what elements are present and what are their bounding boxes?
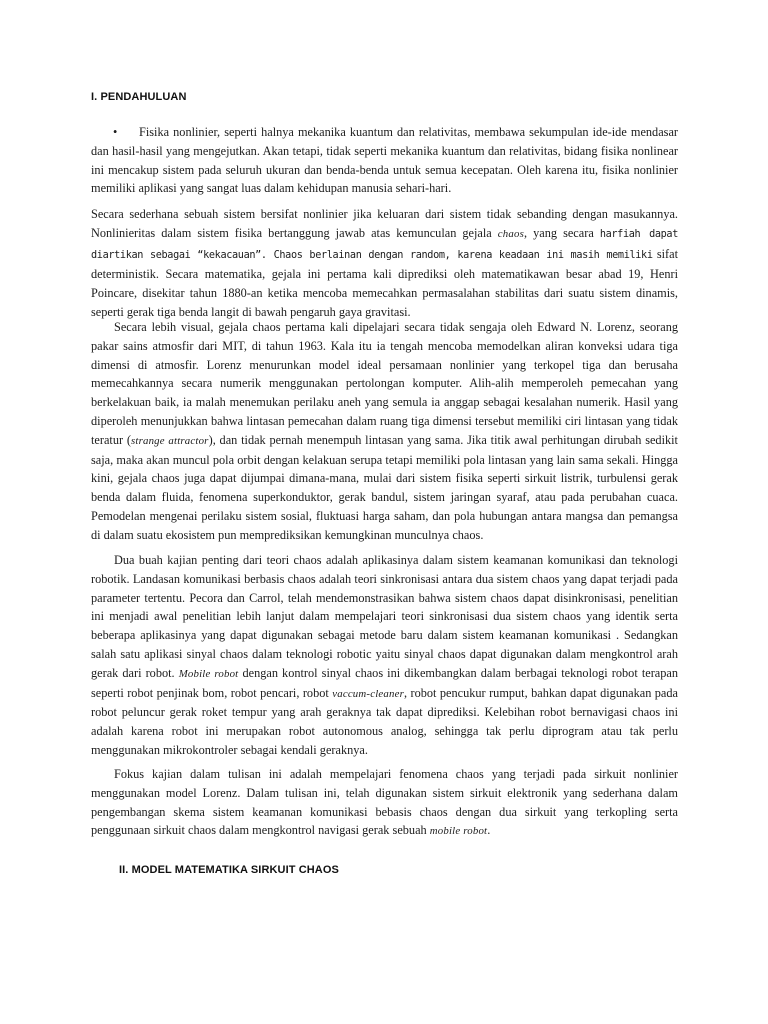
paragraph-4-text-a: Dua buah kajian penting dari teori chaos adalah aplikasinya dalam sistem keamanan komunikasi dan teknologi robotik. Landasan komunikasi berbasis chaos adalah teori sinkronisasi antara dua sistem chaos yang dapat terjadi pada parameter tertentu. Pecora dan Carrol, telah mendemonstrasikan bahwa sistem chaos dapat disinkronisasi, penelitian ini menjadi awal penelitian lebih lanjut dalam mempelajari teori sinkronisasi dua sistem chaos yang identik serta beberapa aplikasinya yang dapat digunakan sebagai metode baru dalam sistem keamanan komunikasi . Sedangkan salah satu aplikasi sinyal chaos dalam teknologi robotic yaitu sinyal chaos dapat digunakan dalam mengkontrol arah gerak dari robot. [91, 553, 678, 680]
term-mobile-robot-2: mobile robot [429, 825, 488, 838]
paragraph-4 [91, 551, 678, 760]
section-heading-model: II. MODEL MATEMATIKA SIRKUIT CHAOS [119, 864, 339, 876]
paragraph-2-monospace-line: harfiah dapat diartikan sebagai “kekacauan”. Chaos berlainan dengan random, karena keadaan ini masih memiliki [91, 228, 678, 261]
term-vaccum-cleaner: vaccum-cleaner [332, 687, 404, 700]
term-chaos: chaos [497, 227, 524, 240]
paragraph-3-text-a: Secara lebih visual, gejala chaos pertama kali dipelajari secara tidak sengaja oleh Edward N. Lorenz, seorang pakar sains atmosfir dari MIT, di tahun 1963. Kala itu ia tengah mencoba memodelkan aliran konveksi udara tiga dimensi di atmosfir. Lorenz menurunkan model ideal persamaan nonlinier yang terkopel tiga dan berusaha memecahkannya secara numerik menggunakan pertolongan komputer. Alih-alih memperoleh pemecahan yang berkelakuan baik, ia malah menemukan perilaku aneh yang semula ia anggap sebagai kesalahan numerik. Hasil yang diperoleh menunjukkan bahwa lintasan pemecahan dalam ruang tiga dimensi tersebut memiliki ciri lintasan yang tidak teratur ( [91, 320, 678, 447]
paragraph-5 [91, 765, 678, 841]
section-heading-introduction: I. PENDAHULUAN [91, 91, 187, 103]
paragraph-1 [91, 123, 678, 198]
term-strange-attractor: strange attractor [130, 434, 209, 447]
paragraph-3 [91, 318, 678, 545]
paragraph-2-text-b: , yang secara [524, 225, 600, 240]
paragraph-2-text-c: sifat deterministik. Secara matematika, gejala ini pertama kali diprediksi oleh matematikawan besar abad 19, Henri Poincare, disekitar tahun 1880-an ketika mencoba memecahkan permasalahan stabilitas dari suatu sistem dinamis, seperti gerak tiga benda langit di bawah pengaruh gaya gravitasi. [91, 246, 678, 319]
document-page [91, 0, 678, 1024]
term-mobile-robot: Mobile robot [178, 667, 239, 680]
paragraph-5-text-b: . [487, 823, 491, 838]
paragraph-1-text: Fisika nonlinier, seperti halnya mekanika kuantum dan relativitas, membawa sekumpulan ide-ide mendasar dan hasil-hasil yang mengejutkan. Akan tetapi, tidak seperti mekanika kuantum dan relativitas, bidang fisika nonlinear ini mencakup sistem pada seluruh ukuran dan benda-benda untuk semua kecepatan. Oleh karena itu, fisika nonlinier memiliki aplikasi yang sangat luas dalam kehidupan manusia sehari-hari. [91, 125, 678, 196]
paragraph-2-text-a: Secara sederhana sebuah sistem bersifat nonlinier jika keluaran dari sistem tidak sebanding dengan masukannya. Nonlinieritas dalam sistem fisika bertanggung jawab atas kemunculan gejala [91, 207, 678, 240]
paragraph-4-text-c: , robot pencukur rumput, bahkan dapat digunakan pada robot peluncur gerak roket tempur yang arah geraknya tak dapat diprediksi. Kelebihan robot bernavigasi chaos ini adalah karena robot ini merupakan robot autonomous analog, sehingga tak perlu diprogram atau tak perlu menggunakan mikrokontroler sebagai kendali geraknya. [91, 685, 678, 757]
paragraph-2 [91, 205, 678, 322]
paragraph-4-text-b: dengan kontrol sinyal chaos ini dikembangkan dalam berbagai teknologi robot terapan seperti robot penjinak bom, robot pencari, robot [91, 665, 678, 700]
paragraph-5-text-a: Fokus kajian dalam tulisan ini adalah mempelajari fenomena chaos yang terjadi pada sirkuit nonlinier menggunakan model Lorenz. Dalam tulisan ini, telah digunakan sistem sirkuit elektronik yang sederhana dalam pengembangan skema sistem keamanan komunikasi bebasis chaos dengan dua sirkuit yang terkopling serta penggunaan sirkuit chaos dalam mengkontrol navigasi gerak sebuah [91, 767, 678, 838]
paragraph-3-text-b: ), dan tidak pernah menempuh lintasan yang sama. Jika titik awal perhitungan dirubah sedikit saja, maka akan muncul pola orbit dengan kelakuan serupa tetapi memiliki pola lintasan yang lain sama sekali. Hingga kini, gejala chaos juga dapat dijumpai dimana-mana, mulai dari sistem fisika seperti sirkuit listrik, turbulensi gerak benda dalam fluida, fenomena superkonduktor, gerak bandul, sistem jaringan syaraf, atau pada perubahan cuaca. Pemodelan mengenai perilaku sistem sosial, fluktuasi harga saham, dan pola hubungan antara mangsa dan pemangsa di dalam suatu ekosistem pun memprediksikan kemungkinan munculnya chaos. [91, 432, 678, 542]
bullet-icon: • [113, 125, 118, 139]
